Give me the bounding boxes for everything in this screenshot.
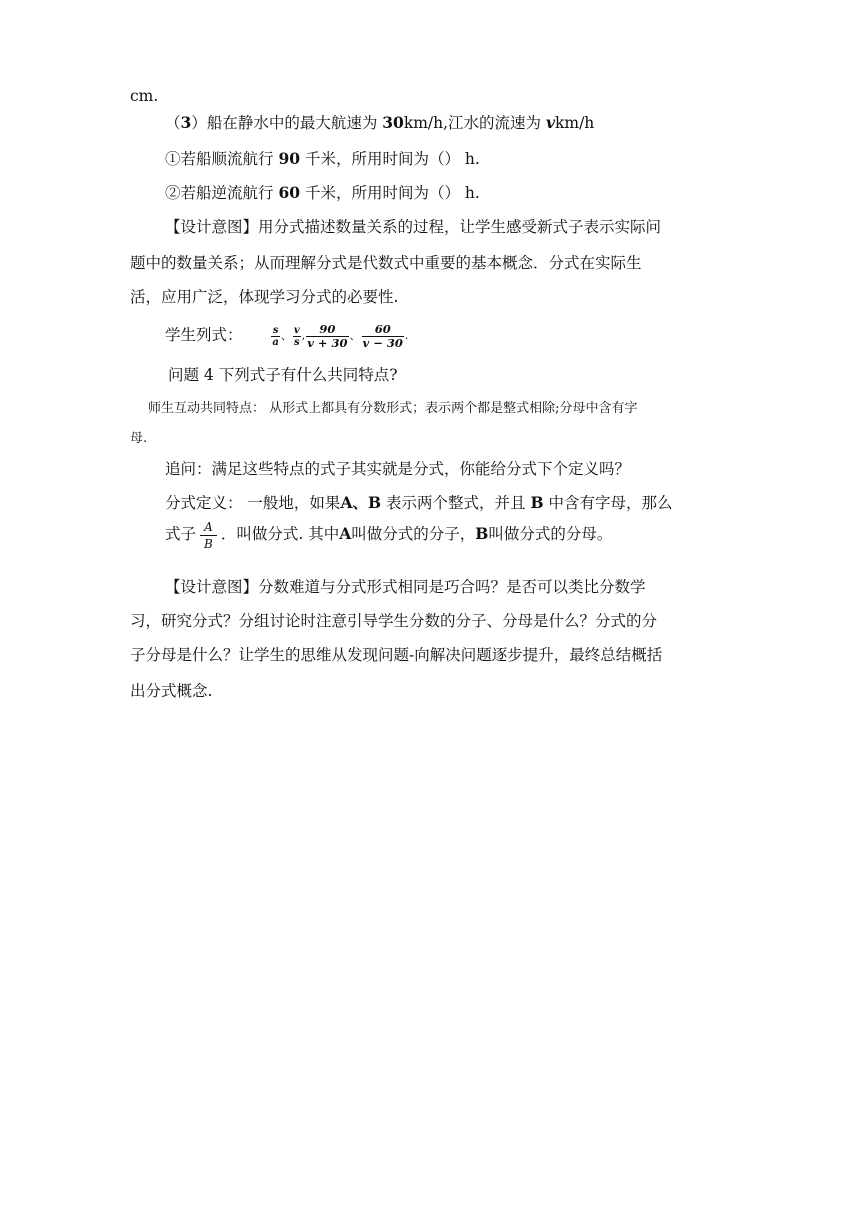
design-intent-2-line-4: 出分式概念.	[130, 682, 213, 700]
definition-line-2	[165, 514, 612, 554]
text: 中含有字母，那么	[543, 494, 673, 512]
design-intent-2-line-2: 习，研究分式？分组讨论时注意引导学生分数的分子、分母是什么？分式的分	[130, 612, 658, 630]
fraction-90-over-v-plus-30: $\frac{90}{v + 30}$	[307, 321, 348, 350]
text: 表示两个整式，并且	[381, 494, 531, 512]
a: A	[339, 524, 352, 543]
distance-60: 60	[278, 183, 301, 202]
separator: ,	[301, 329, 306, 342]
a-b: A、B	[340, 493, 382, 512]
fraction-v-over-s: $\frac{v}{s}$	[293, 324, 300, 348]
student-expressions	[165, 318, 408, 352]
common-features-line-2: 母.	[130, 431, 148, 446]
text: ）船在静水中的最大航速为	[191, 114, 383, 132]
text: 式子	[165, 525, 197, 543]
text: 千米，所用时间为（） h.	[300, 184, 480, 202]
fraction-s-over-a: $\frac{s}{a}$	[272, 324, 279, 348]
design-intent-1-line-1: 【设计意图】用分式描述数量关系的过程，让学生感受新式子表示实际问	[165, 218, 662, 236]
speed-value: 30	[382, 113, 404, 132]
design-intent-1-line-3: 活，应用广泛，体现学习分式的必要性.	[130, 288, 399, 306]
design-intent-1-line-2: 题中的数量关系；从而理解分式是代数式中重要的基本概念．分式在实际生	[130, 254, 642, 272]
b: B	[530, 493, 544, 512]
unit: km/h	[555, 114, 595, 132]
text: ①若船顺流航行	[165, 150, 279, 168]
fraction-60-over-v-minus-30: $\frac{60}{v - 30}$	[362, 321, 403, 350]
question-4: 问题 4 下列式子有什么共同特点?	[168, 366, 398, 384]
line-downstream	[165, 148, 480, 170]
distance-90: 90	[278, 149, 301, 168]
variable-v: v	[545, 113, 555, 132]
label: 学生列式：	[165, 326, 243, 344]
separator: 、	[349, 329, 361, 342]
follow-up-question: 追问：满足这些特点的式子其实就是分式，你能给分式下个定义吗？	[165, 460, 631, 478]
text: 分式定义： 一般地，如果	[165, 494, 341, 512]
line-problem-3	[165, 112, 594, 134]
common-features-line-1: 师生互动共同特点： 从形式上都具有分数形式；表示两个都是整式相除;分母中含有字	[148, 401, 638, 416]
text: 千米，所用时间为（） h.	[300, 150, 480, 168]
paren-open: （	[165, 114, 181, 132]
text: ②若船逆流航行	[165, 184, 279, 202]
text: 叫做分式的分子，	[351, 525, 476, 543]
text: 叫做分式的分母。	[488, 525, 613, 543]
line-cm: cm.	[130, 87, 159, 105]
text: km/h,江水的流速为	[403, 114, 546, 132]
text: ．叫做分式. 其中	[220, 525, 340, 543]
b: B	[475, 524, 489, 543]
fraction-a-over-b: $\frac{A}{B}$	[200, 519, 217, 552]
design-intent-2-line-1: 【设计意图】分数难道与分式形式相同是巧合吗？是否可以类比分数学	[165, 578, 646, 596]
definition-line-1	[165, 492, 672, 514]
period: .	[404, 329, 409, 342]
line-upstream	[165, 182, 480, 204]
separator: 、	[280, 329, 292, 342]
design-intent-2-line-3: 子分母是什么？让学生的思维从发现问题-向解决问题逐步提升，最终总结概括	[130, 646, 663, 664]
problem-number: 3	[180, 113, 192, 132]
